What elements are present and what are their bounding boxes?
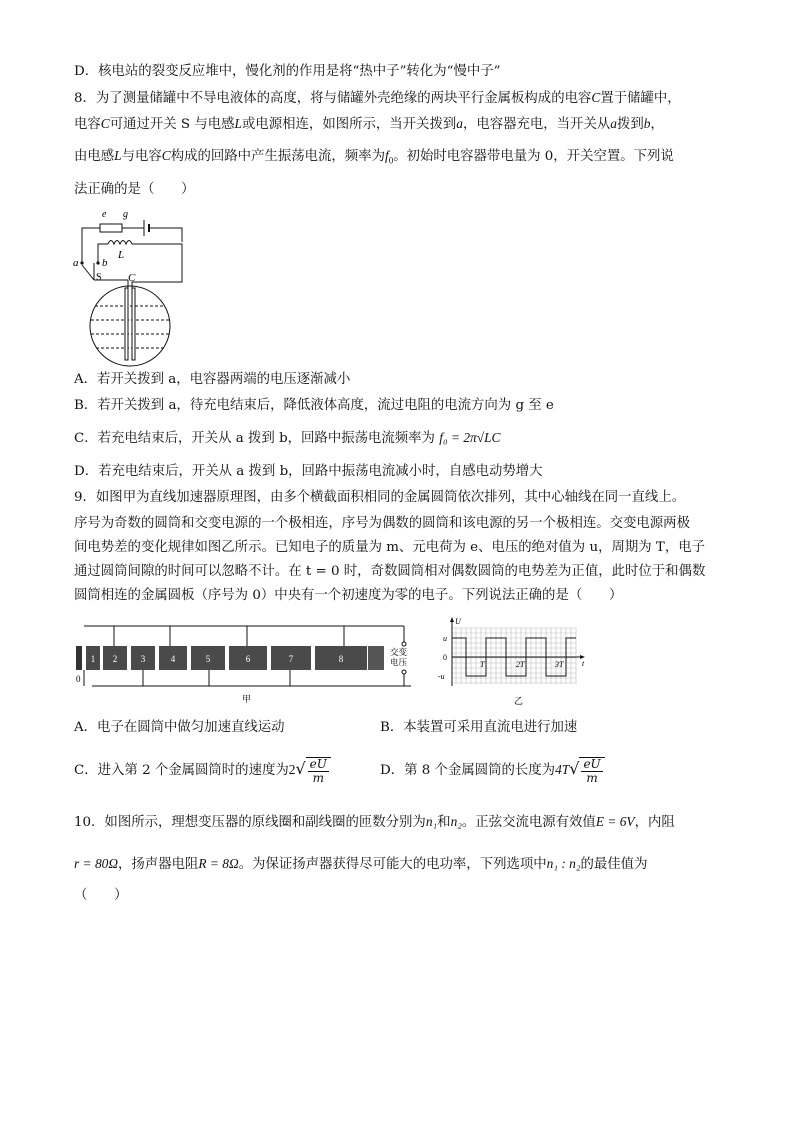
var-n1: n₁ (425, 814, 438, 829)
tick-label-0: 0 (443, 653, 447, 662)
q10-stem-text: 。正弦交流电源有效值 (461, 815, 596, 830)
var-a: a (610, 116, 617, 131)
frac-numerator: eU (309, 756, 327, 771)
sqrt-icon: √ (295, 759, 306, 778)
q8-stem-text: 拨到 (616, 117, 644, 132)
source-label: 电压 (390, 657, 408, 667)
q8-circuit-figure (70, 200, 190, 370)
terminal-a (80, 261, 83, 264)
y-axis-arrow (450, 617, 454, 622)
q8-stem-text: 与电容 (121, 149, 162, 164)
var-f-subscript: 0 (388, 155, 394, 166)
q10-stem-line3: （ ） (74, 888, 128, 903)
resistor-icon (100, 224, 122, 232)
q8-option-a: A．若开关拨到 a，电容器两端的电压逐渐减小 (74, 372, 351, 387)
q8-stem-text: 置于储罐中， (600, 91, 681, 106)
option-coef: 2 (288, 762, 296, 777)
q9-stem-line5: 圆筒相连的金属圆板（序号为 0）中央有一个初速度为零的电子。下列说法正确的是（ ） (74, 588, 623, 603)
tube-label-4: 4 (170, 654, 176, 664)
label-a: a (73, 257, 79, 269)
q8-stem-text: ，电容器充电，当开关从 (462, 117, 611, 132)
var-c: C (100, 116, 110, 131)
q10-stem-line1 (74, 812, 675, 833)
storage-tank (90, 286, 170, 366)
var-r: r = 80Ω (74, 856, 119, 871)
var-ratio: n₁ : n₂ (546, 856, 581, 871)
var-R: R = 8Ω (198, 856, 239, 871)
var-b: b (643, 116, 651, 131)
x-axis-label: t (582, 659, 585, 668)
q10-stem-text: 的最佳值为 (580, 857, 648, 872)
q8-option-b: B．若开关拨到 a，待充电结束后，降低液体高度，流过电阻的电流方向为 g 至 e (74, 398, 554, 413)
q8-stem-text: 或电源相连，如图所示，当开关拨到 (241, 117, 457, 132)
var-n2: n₂ (450, 814, 462, 829)
q8-stem-line2 (74, 114, 664, 135)
tube-label-1: 1 (90, 654, 96, 664)
sqrt-fraction (306, 757, 331, 785)
tube-label-8: 8 (338, 654, 344, 664)
label-c: C (128, 272, 136, 284)
q9-stem-line4: 通过圆筒间隙的时间可以忽略不计。在 t = 0 时，奇数圆筒相对偶数圆筒的电势差为正值，此时位于和偶数 (74, 564, 706, 579)
q8-stem-text: 。初始时电容器带电量为 0，开关空置。下列说 (393, 149, 674, 164)
tube-label-7: 7 (288, 654, 294, 664)
var-l: L (114, 148, 122, 163)
q9-stem-line1: 9．如图甲为直线加速器原理图，由多个横截面积相同的金属圆筒依次排列，其中心轴线在同一直线上。 (74, 490, 686, 505)
wire (82, 228, 100, 263)
capacitor-plate (125, 288, 128, 360)
label-e: e (102, 209, 107, 220)
source-terminal (402, 642, 406, 646)
option-formula: f₀ = 2π√LC (439, 430, 501, 445)
q10-stem-text: 。为保证扬声器获得尽可能大的电功率，下列选项中 (238, 857, 547, 872)
var-l: L (234, 116, 242, 131)
option-coef: 4T (555, 762, 570, 777)
q8-stem-line3 (74, 146, 674, 171)
tick-label-t: T (480, 660, 485, 669)
q9-option-b: B．本装置可采用直流电进行加速 (380, 720, 578, 735)
q10-stem-text: ，扬声器电阻 (118, 857, 199, 872)
tube-group (86, 646, 367, 670)
q8-stem-line1 (74, 88, 681, 109)
frac-denominator: m (586, 770, 598, 785)
frac-denominator: m (312, 770, 324, 785)
q9-figure-a (72, 622, 417, 708)
var-f: f (384, 148, 389, 163)
tick-label-2t: 2T (516, 660, 525, 669)
tube-label-3: 3 (140, 654, 146, 664)
q10-stem-text: ，内阻 (634, 815, 675, 830)
q8-option-c (74, 428, 500, 449)
figure-caption: 乙 (514, 696, 524, 706)
sqrt-icon: √ (569, 759, 580, 778)
var-c: C (161, 148, 171, 163)
q9-option-c (74, 754, 331, 786)
terminal-b (96, 261, 99, 264)
option-text: C．若充电结束后，开关从 a 拨到 b，回路中振荡电流频率为 (74, 431, 435, 446)
q7-option-d: D．核电站的裂变反应堆中，慢化剂的作用是将“热中子”转化为“慢中子” (74, 64, 501, 79)
q8-option-d: D．若充电结束后，开关从 a 拨到 b，回路中振荡电流减小时，自感电动势增大 (74, 464, 543, 479)
q10-stem-text: 和 (437, 815, 451, 830)
q8-stem-text: 电容 (74, 117, 101, 132)
q8-stem-text: 8．为了测量储罐中不导电液体的高度，将与储罐外壳绝缘的两块平行金属板构成的电容 (74, 91, 592, 106)
sqrt-fraction (579, 757, 604, 785)
q9-stem-line3: 间电势差的变化规律如图乙所示。已知电子的质量为 m、元电荷为 e、电压的绝对值为 u，周期为 T，电子 (74, 540, 705, 555)
inductor-icon (108, 241, 132, 245)
q9-figure-b (430, 614, 590, 710)
figure-caption: 甲 (242, 694, 252, 704)
q10-stem-line2 (74, 854, 647, 875)
q8-stem-text: 构成的回路中产生振荡电流，频率为 (170, 149, 385, 164)
tube-label-2: 2 (112, 654, 118, 664)
tube-partial (368, 646, 384, 670)
source-label: 交变 (390, 647, 408, 657)
q8-stem-text: 由电感 (74, 149, 115, 164)
label-s: S (96, 272, 102, 283)
tick-label-u: u (443, 634, 447, 643)
y-axis-label: U (455, 617, 461, 626)
plate-label-0: 0 (76, 674, 81, 684)
wire (132, 244, 182, 290)
frac-numerator: eU (583, 756, 601, 771)
tick-label-neg-u: -u (438, 672, 445, 681)
var-c: C (591, 90, 601, 105)
q9-option-a: A．电子在圆筒中做匀加速直线运动 (74, 720, 285, 735)
q10-stem-text: 10．如图所示，理想变压器的原线圈和副线圈的匝数分别为 (74, 815, 426, 830)
source-terminal (402, 670, 406, 674)
var-e: E = 6V (595, 814, 635, 829)
q9-option-d (380, 754, 605, 786)
tube-label-5: 5 (205, 654, 211, 664)
tick-label-3t: 3T (555, 660, 564, 669)
q9-stem-line2: 序号为奇数的圆筒和交变电源的一个极相连，序号为偶数的圆筒和该电源的另一个极相连。交变电源两极 (74, 516, 690, 531)
label-l: L (118, 249, 125, 261)
metal-plate-0 (76, 646, 82, 670)
label-b: b (102, 257, 108, 269)
label-g: g (123, 209, 128, 220)
option-text: D．第 8 个金属圆筒的长度为 (380, 763, 556, 778)
q8-stem-text: ， (650, 117, 664, 132)
var-a: a (456, 116, 463, 131)
tube-label-6: 6 (245, 654, 251, 664)
option-text: C．进入第 2 个金属圆筒时的速度为 (74, 763, 289, 778)
q8-stem-text: 可通过开关 S 与电感 (109, 117, 235, 132)
wire (149, 228, 182, 242)
switch-blade-icon (82, 265, 94, 280)
capacitor-plate (132, 288, 135, 360)
q8-stem-line4: 法正确的是（ ） (74, 182, 195, 197)
